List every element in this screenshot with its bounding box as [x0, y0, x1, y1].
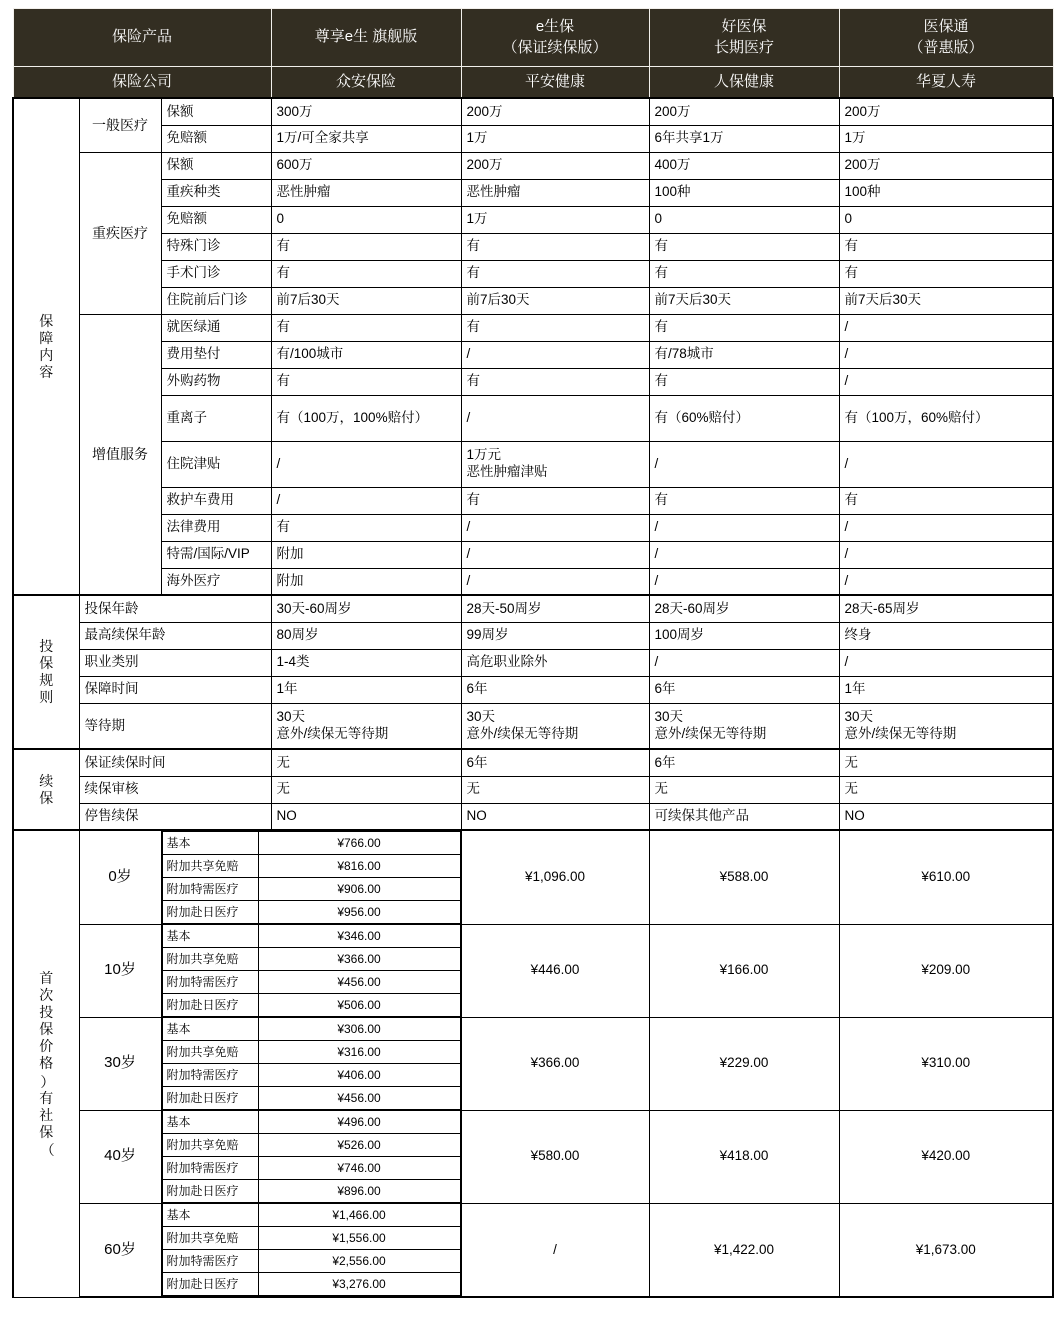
cell-value: 1年	[839, 676, 1053, 703]
cell-value: /	[649, 541, 839, 568]
cell-value: 30天 意外/续保无等待期	[649, 703, 839, 749]
header-row-company	[13, 67, 1053, 99]
group-label-1: 一般医疗	[79, 98, 161, 152]
table-row	[13, 441, 1053, 487]
price-value: ¥166.00	[649, 924, 839, 1017]
plan-row	[162, 1041, 460, 1064]
table-row	[13, 487, 1053, 514]
cell-value: NO	[839, 803, 1053, 830]
table-row	[13, 595, 1053, 622]
row-label: 外购药物	[161, 368, 271, 395]
table-row	[13, 287, 1053, 314]
header-row-product	[13, 9, 1053, 67]
plan-row	[162, 925, 460, 948]
cell-value: 无	[839, 776, 1053, 803]
cell-value: 无	[461, 776, 649, 803]
table-row	[13, 622, 1053, 649]
row-label: 免赔额	[161, 125, 271, 152]
cell-value: 有	[839, 260, 1053, 287]
plan-row	[162, 971, 460, 994]
plan-label: 基本	[162, 1018, 258, 1041]
plan-price: ¥766.00	[258, 832, 460, 855]
plan-price: ¥366.00	[258, 948, 460, 971]
plan-label: 附加共享免赔	[162, 1134, 258, 1157]
cell-value: /	[839, 541, 1053, 568]
price-value: ¥418.00	[649, 1110, 839, 1203]
section-label-renewal: 续 保	[13, 749, 79, 830]
cell-value: 有	[271, 368, 461, 395]
cell-value: /	[461, 541, 649, 568]
cell-value: 28天-60周岁	[649, 595, 839, 622]
section-label-price: 首 次 投 保 价 格 ︵ 有 社 保 ︶	[13, 830, 79, 1297]
header-product-2: e生保 （保证续保版）	[461, 9, 649, 67]
section-label-rules: 投 保 规 则	[13, 595, 79, 749]
table-row	[13, 179, 1053, 206]
plan-price: ¥456.00	[258, 971, 460, 994]
row-label: 费用垫付	[161, 341, 271, 368]
cell-value: 1年	[271, 676, 461, 703]
plan-price: ¥3,276.00	[258, 1273, 460, 1296]
cell-value: 有	[271, 260, 461, 287]
cell-value: 1万元 恶性肿瘤津贴	[461, 441, 649, 487]
row-label: 重离子	[161, 395, 271, 441]
row-label: 保证续保时间	[79, 749, 271, 776]
cell-value: 附加	[271, 541, 461, 568]
plan-price-subtable	[162, 924, 461, 1017]
price-row	[13, 1110, 1053, 1203]
cell-value: 有	[649, 368, 839, 395]
header-product-label: 保险产品	[13, 9, 271, 67]
cell-value: 恶性肿瘤	[271, 179, 461, 206]
plan-row	[162, 855, 460, 878]
cell-value: 200万	[839, 98, 1053, 125]
plan-row	[162, 1111, 460, 1134]
price-value: ¥420.00	[839, 1110, 1053, 1203]
plan-price-subtable	[162, 1017, 461, 1110]
row-label: 重疾种类	[161, 179, 271, 206]
cell-value: 6年共享1万	[649, 125, 839, 152]
plan-row	[162, 1064, 460, 1087]
plan-label: 附加共享免赔	[162, 855, 258, 878]
cell-value: 终身	[839, 622, 1053, 649]
table-row	[13, 568, 1053, 595]
cell-value: 有	[271, 233, 461, 260]
cell-value: 30天 意外/续保无等待期	[271, 703, 461, 749]
plan-label: 附加特需医疗	[162, 1064, 258, 1087]
zhongan-price-cell-4	[161, 1110, 461, 1203]
table-row	[13, 541, 1053, 568]
plan-price: ¥306.00	[258, 1018, 460, 1041]
cell-value: 0	[271, 206, 461, 233]
cell-value: /	[649, 514, 839, 541]
table-row	[13, 749, 1053, 776]
row-label: 保额	[161, 152, 271, 179]
row-label: 救护车费用	[161, 487, 271, 514]
header-company-label: 保险公司	[13, 67, 271, 99]
plan-price: ¥2,556.00	[258, 1250, 460, 1273]
cell-value: 可续保其他产品	[649, 803, 839, 830]
cell-value: 28天-65周岁	[839, 595, 1053, 622]
plan-label: 附加赴日医疗	[162, 1180, 258, 1203]
plan-row	[162, 1018, 460, 1041]
row-label: 续保审核	[79, 776, 271, 803]
header-company-4: 华夏人寿	[839, 67, 1053, 99]
cell-value: 400万	[649, 152, 839, 179]
price-row	[13, 1203, 1053, 1297]
plan-row	[162, 1157, 460, 1180]
price-row	[13, 830, 1053, 924]
row-label: 特需/国际/VIP	[161, 541, 271, 568]
plan-price-subtable	[162, 1203, 461, 1296]
plan-label: 附加特需医疗	[162, 878, 258, 901]
cell-value: 0	[649, 206, 839, 233]
cell-value: 有	[271, 514, 461, 541]
row-label: 法律费用	[161, 514, 271, 541]
header-company-1: 众安保险	[271, 67, 461, 99]
plan-row	[162, 1250, 460, 1273]
cell-value: 无	[649, 776, 839, 803]
row-label: 特殊门诊	[161, 233, 271, 260]
cell-value: 有（100万，60%赔付）	[839, 395, 1053, 441]
plan-label: 附加赴日医疗	[162, 1087, 258, 1110]
insurance-comparison-table	[12, 8, 1054, 1298]
cell-value: /	[271, 441, 461, 487]
age-label-2: 10岁	[79, 924, 161, 1017]
plan-price: ¥346.00	[258, 925, 460, 948]
zhongan-price-cell-1	[161, 830, 461, 924]
cell-value: 1万	[461, 125, 649, 152]
cell-value: 无	[271, 776, 461, 803]
cell-value: 100种	[649, 179, 839, 206]
row-label: 保额	[161, 98, 271, 125]
row-label: 职业类别	[79, 649, 271, 676]
cell-value: NO	[461, 803, 649, 830]
cell-value: 有（60%赔付）	[649, 395, 839, 441]
table-row	[13, 233, 1053, 260]
price-value: ¥610.00	[839, 830, 1053, 924]
cell-value: 有	[461, 487, 649, 514]
age-label-4: 40岁	[79, 1110, 161, 1203]
header-product-3: 好医保 长期医疗	[649, 9, 839, 67]
cell-value: 有	[649, 487, 839, 514]
row-label: 住院前后门诊	[161, 287, 271, 314]
row-label: 就医绿通	[161, 314, 271, 341]
group-label-2: 重疾医疗	[79, 152, 161, 314]
header-product-1: 尊享e生 旗舰版	[271, 9, 461, 67]
plan-label: 基本	[162, 1204, 258, 1227]
cell-value: /	[649, 441, 839, 487]
cell-value: 有/100城市	[271, 341, 461, 368]
cell-value: 6年	[649, 749, 839, 776]
plan-price: ¥746.00	[258, 1157, 460, 1180]
plan-label: 附加共享免赔	[162, 948, 258, 971]
cell-value: 1万	[839, 125, 1053, 152]
plan-row	[162, 1204, 460, 1227]
cell-value: /	[461, 341, 649, 368]
cell-value: 前7天后30天	[839, 287, 1053, 314]
plan-row	[162, 948, 460, 971]
plan-row	[162, 832, 460, 855]
cell-value: 有	[839, 487, 1053, 514]
cell-value: 30天 意外/续保无等待期	[839, 703, 1053, 749]
table-row	[13, 125, 1053, 152]
table-row	[13, 260, 1053, 287]
plan-price: ¥456.00	[258, 1087, 460, 1110]
table-row	[13, 514, 1053, 541]
table-row	[13, 803, 1053, 830]
plan-row	[162, 994, 460, 1017]
cell-value: /	[839, 441, 1053, 487]
row-label: 住院津贴	[161, 441, 271, 487]
cell-value: 80周岁	[271, 622, 461, 649]
cell-value: 有/78城市	[649, 341, 839, 368]
cell-value: 有	[461, 233, 649, 260]
price-value: ¥1,673.00	[839, 1203, 1053, 1297]
cell-value: 1万/可全家共享	[271, 125, 461, 152]
cell-value: /	[839, 514, 1053, 541]
cell-value: 前7后30天	[271, 287, 461, 314]
price-value: ¥580.00	[461, 1110, 649, 1203]
plan-price: ¥406.00	[258, 1064, 460, 1087]
cell-value: 6年	[649, 676, 839, 703]
plan-price: ¥496.00	[258, 1111, 460, 1134]
price-value: ¥366.00	[461, 1017, 649, 1110]
cell-value: 600万	[271, 152, 461, 179]
table-row	[13, 206, 1053, 233]
cell-value: 100种	[839, 179, 1053, 206]
zhongan-price-cell-3	[161, 1017, 461, 1110]
price-value: ¥1,422.00	[649, 1203, 839, 1297]
cell-value: 28天-50周岁	[461, 595, 649, 622]
plan-row	[162, 1134, 460, 1157]
cell-value: 高危职业除外	[461, 649, 649, 676]
price-value: ¥588.00	[649, 830, 839, 924]
group-label-3: 增值服务	[79, 314, 161, 595]
plan-label: 附加赴日医疗	[162, 994, 258, 1017]
plan-row	[162, 1227, 460, 1250]
age-label-1: 0岁	[79, 830, 161, 924]
cell-value: 有（100万，100%赔付）	[271, 395, 461, 441]
cell-value: 前7天后30天	[649, 287, 839, 314]
plan-price: ¥1,466.00	[258, 1204, 460, 1227]
plan-price: ¥1,556.00	[258, 1227, 460, 1250]
cell-value: 200万	[839, 152, 1053, 179]
plan-price-subtable	[162, 831, 461, 924]
plan-price: ¥316.00	[258, 1041, 460, 1064]
cell-value: /	[649, 568, 839, 595]
plan-label: 基本	[162, 1111, 258, 1134]
plan-row	[162, 878, 460, 901]
age-label-5: 60岁	[79, 1203, 161, 1297]
table-row	[13, 341, 1053, 368]
cell-value: /	[839, 341, 1053, 368]
table-row	[13, 703, 1053, 749]
row-label: 手术门诊	[161, 260, 271, 287]
cell-value: 有	[649, 233, 839, 260]
plan-price: ¥896.00	[258, 1180, 460, 1203]
cell-value: 99周岁	[461, 622, 649, 649]
price-value: /	[461, 1203, 649, 1297]
cell-value: 200万	[461, 98, 649, 125]
row-label: 等待期	[79, 703, 271, 749]
cell-value: 有	[461, 260, 649, 287]
cell-value: 6年	[461, 749, 649, 776]
plan-price: ¥906.00	[258, 878, 460, 901]
header-product-4: 医保通 （普惠版）	[839, 9, 1053, 67]
header-company-2: 平安健康	[461, 67, 649, 99]
cell-value: /	[839, 314, 1053, 341]
plan-price: ¥956.00	[258, 901, 460, 924]
cell-value: /	[461, 568, 649, 595]
table-row	[13, 395, 1053, 441]
cell-value: 1万	[461, 206, 649, 233]
cell-value: 有	[461, 314, 649, 341]
cell-value: /	[271, 487, 461, 514]
cell-value: 恶性肿瘤	[461, 179, 649, 206]
plan-label: 附加共享免赔	[162, 1041, 258, 1064]
cell-value: 有	[649, 314, 839, 341]
cell-value: /	[839, 649, 1053, 676]
plan-row	[162, 901, 460, 924]
age-label-3: 30岁	[79, 1017, 161, 1110]
cell-value: 100周岁	[649, 622, 839, 649]
cell-value: 前7后30天	[461, 287, 649, 314]
table-row	[13, 98, 1053, 125]
cell-value: 6年	[461, 676, 649, 703]
table-row	[13, 368, 1053, 395]
cell-value: 有	[461, 368, 649, 395]
plan-label: 附加赴日医疗	[162, 901, 258, 924]
row-label: 停售续保	[79, 803, 271, 830]
row-label: 最高续保年龄	[79, 622, 271, 649]
plan-label: 附加共享免赔	[162, 1227, 258, 1250]
cell-value: 无	[839, 749, 1053, 776]
cell-value: /	[839, 368, 1053, 395]
price-value: ¥209.00	[839, 924, 1053, 1017]
row-label: 保障时间	[79, 676, 271, 703]
cell-value: 有	[649, 260, 839, 287]
zhongan-price-cell-2	[161, 924, 461, 1017]
price-value: ¥229.00	[649, 1017, 839, 1110]
plan-price: ¥816.00	[258, 855, 460, 878]
cell-value: 有	[271, 314, 461, 341]
cell-value: 30天-60周岁	[271, 595, 461, 622]
table-row	[13, 676, 1053, 703]
row-label: 投保年龄	[79, 595, 271, 622]
plan-row	[162, 1087, 460, 1110]
plan-row	[162, 1180, 460, 1203]
header-company-3: 人保健康	[649, 67, 839, 99]
cell-value: /	[649, 649, 839, 676]
table-row	[13, 314, 1053, 341]
plan-price-subtable	[162, 1110, 461, 1203]
plan-label: 附加赴日医疗	[162, 1273, 258, 1296]
cell-value: 30天 意外/续保无等待期	[461, 703, 649, 749]
row-label: 免赔额	[161, 206, 271, 233]
plan-price: ¥526.00	[258, 1134, 460, 1157]
price-row	[13, 1017, 1053, 1110]
table-row	[13, 649, 1053, 676]
price-value: ¥1,096.00	[461, 830, 649, 924]
table-row	[13, 152, 1053, 179]
cell-value: 200万	[461, 152, 649, 179]
plan-label: 基本	[162, 832, 258, 855]
cell-value: /	[461, 514, 649, 541]
table-body	[13, 9, 1053, 1298]
price-row	[13, 924, 1053, 1017]
zhongan-price-cell-5	[161, 1203, 461, 1297]
plan-row	[162, 1273, 460, 1296]
row-label: 海外医疗	[161, 568, 271, 595]
cell-value: 0	[839, 206, 1053, 233]
cell-value: 无	[271, 749, 461, 776]
plan-label: 附加特需医疗	[162, 1157, 258, 1180]
cell-value: 1-4类	[271, 649, 461, 676]
cell-value: 200万	[649, 98, 839, 125]
section-label-coverage: 保 障 内 容	[13, 98, 79, 595]
price-value: ¥310.00	[839, 1017, 1053, 1110]
plan-label: 基本	[162, 925, 258, 948]
plan-label: 附加特需医疗	[162, 971, 258, 994]
cell-value: 300万	[271, 98, 461, 125]
table-row	[13, 776, 1053, 803]
plan-price: ¥506.00	[258, 994, 460, 1017]
cell-value: 有	[839, 233, 1053, 260]
cell-value: 附加	[271, 568, 461, 595]
cell-value: /	[839, 568, 1053, 595]
cell-value: NO	[271, 803, 461, 830]
plan-label: 附加特需医疗	[162, 1250, 258, 1273]
price-value: ¥446.00	[461, 924, 649, 1017]
cell-value: /	[461, 395, 649, 441]
